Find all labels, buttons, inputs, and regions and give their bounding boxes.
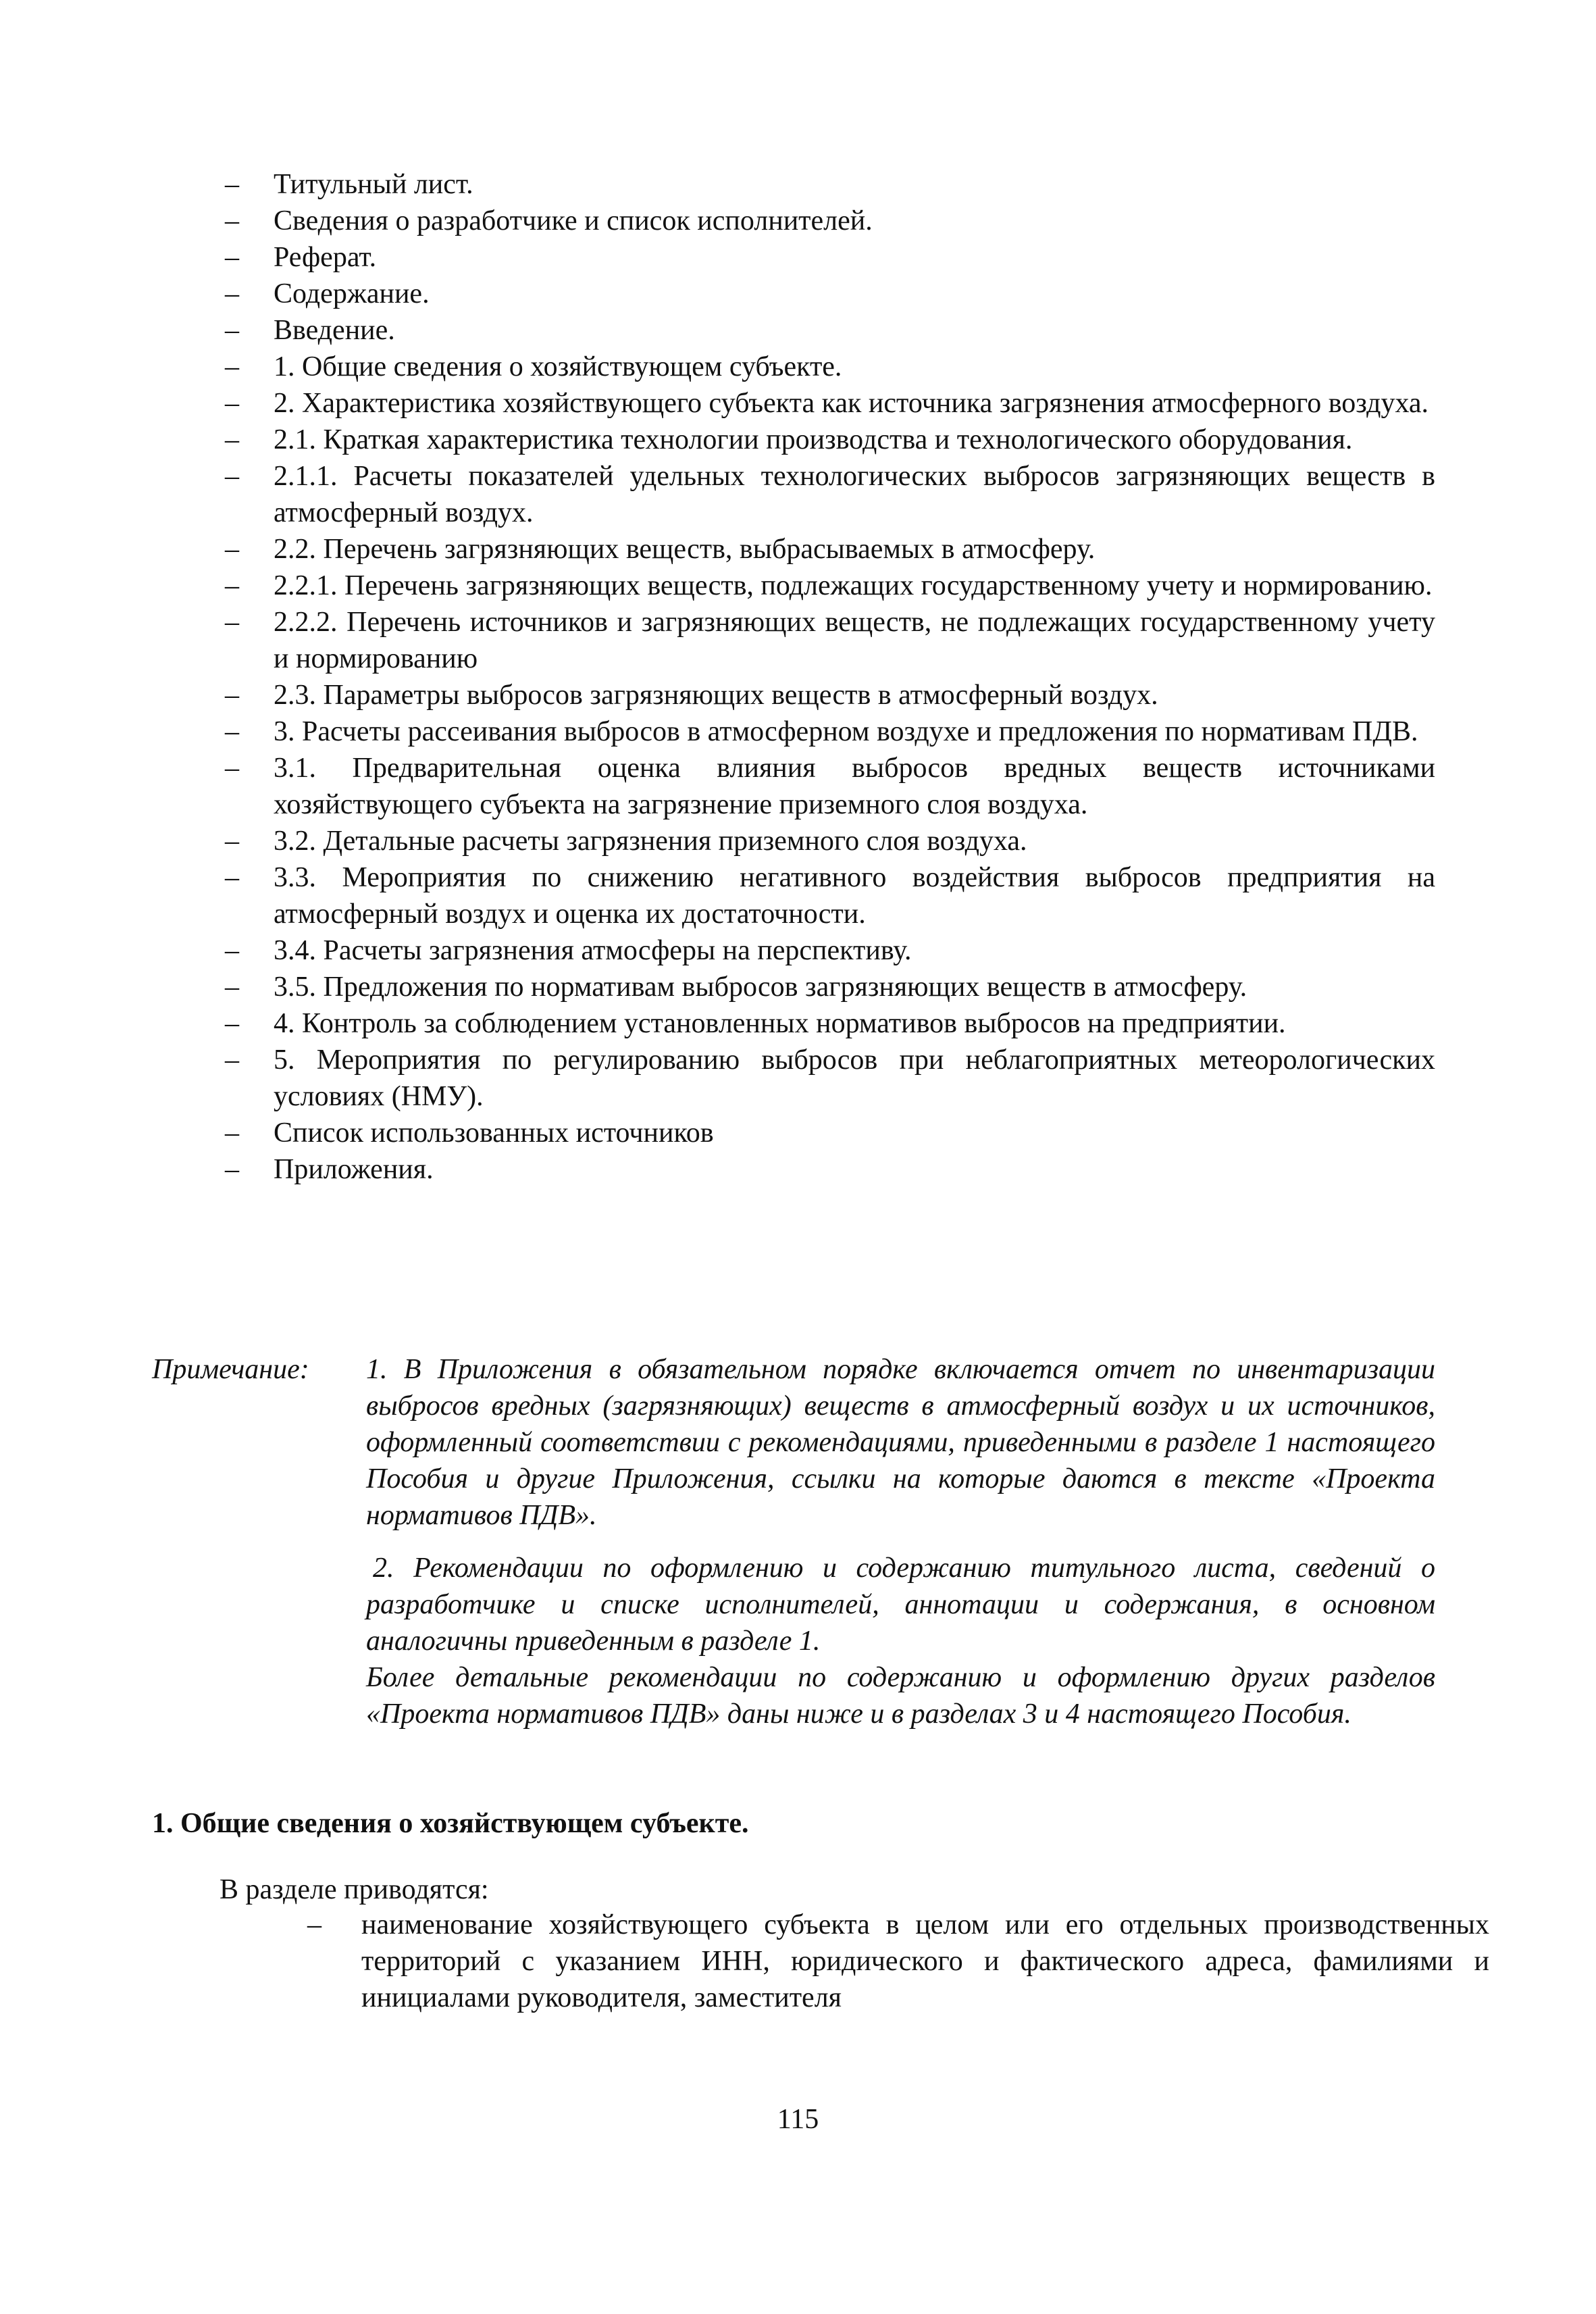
contents-item	[220, 568, 1435, 604]
contents-item	[220, 203, 1435, 239]
contents-item	[220, 458, 1435, 531]
contents-item-text: 3. Расчеты рассеивания выбросов в атмосферном воздухе и предложения по нормативам ПДВ.	[274, 716, 1418, 747]
list-dash: –	[225, 461, 239, 492]
list-dash: –	[225, 242, 239, 273]
list-dash: –	[225, 607, 239, 638]
list-dash: –	[225, 278, 239, 309]
contents-item	[220, 239, 1435, 276]
note-paragraph-3: Более детальные рекомендации по содержанию и оформлению других разделов «Проекта нормативов ПДВ» даны ниже и в разделах 3 и 4 настоящего Пособия.	[366, 1662, 1435, 1730]
list-dash: –	[225, 716, 239, 747]
list-dash: –	[225, 351, 239, 382]
contents-item-text: Титульный лист.	[274, 169, 473, 200]
contents-item-text: 3.2. Детальные расчеты загрязнения приземного слоя воздуха.	[274, 826, 1027, 857]
contents-item-text: Приложения.	[274, 1154, 434, 1185]
contents-item-text: 2. Характеристика хозяйствующего субъекта как источника загрязнения атмосферного воздуха.	[274, 388, 1429, 419]
list-dash: –	[225, 169, 239, 200]
contents-item-text: 2.1. Краткая характеристика технологии производства и технологического оборудования.	[274, 424, 1353, 455]
list-dash: –	[225, 680, 239, 711]
note-paragraph-2: 2. Рекомендации по оформлению и содержанию титульного листа, сведений о разработчике и списке исполнителей, аннотации и содержания, в основном аналогичны приведенным в разделе 1.	[366, 1553, 1435, 1657]
contents-item-text: Реферат.	[274, 242, 377, 273]
contents-item-text: Содержание.	[274, 278, 430, 309]
contents-item	[220, 276, 1435, 312]
section-heading: 1. Общие сведения о хозяйствующем субъекте.	[152, 1808, 749, 1839]
note-label: Примечание:	[152, 1354, 309, 1385]
contents-item-text: 2.2. Перечень загрязняющих веществ, выбрасываемых в атмосферу.	[274, 534, 1096, 565]
list-dash: –	[225, 1008, 239, 1039]
contents-item-text: 3.4. Расчеты загрязнения атмосферы на перспективу.	[274, 935, 912, 966]
contents-item-text: 3.1. Предварительная оценка влияния выбросов вредных веществ источниками хозяйствующего субъекта на загрязнение приземного слоя воздуха.	[274, 753, 1435, 820]
contents-item	[220, 531, 1435, 568]
contents-item	[220, 969, 1435, 1005]
contents-item	[220, 713, 1435, 750]
contents-item-text: 5. Мероприятия по регулированию выбросов при неблагоприятных метеорологических условиях (НМУ).	[274, 1045, 1435, 1112]
contents-item	[220, 1042, 1435, 1115]
contents-item	[220, 422, 1435, 458]
contents-item-text: 2.2.2. Перечень источников и загрязняющих веществ, не подлежащих государственному учету и нормированию	[274, 607, 1435, 674]
page-number: 115	[777, 2104, 819, 2135]
contents-list	[220, 166, 1435, 1188]
contents-item-text: Сведения о разработчике и список исполнителей.	[274, 205, 873, 236]
contents-item	[220, 1151, 1435, 1188]
list-dash: –	[225, 424, 239, 455]
bullet-text: наименование хозяйствующего субъекта в целом или его отдельных производственных территорий с указанием ИНН, юридического и фактического адреса, фамилиями и инициалами руководителя, заместителя	[361, 1909, 1489, 2013]
list-dash: –	[225, 1154, 239, 1185]
list-dash: –	[225, 1045, 239, 1076]
contents-item	[220, 349, 1435, 385]
contents-item-text: 2.1.1. Расчеты показателей удельных технологических выбросов загрязняющих веществ в атмосферный воздух.	[274, 461, 1435, 528]
contents-item	[220, 166, 1435, 203]
contents-item-text: 2.2.1. Перечень загрязняющих веществ, подлежащих государственному учету и нормированию.	[274, 570, 1433, 601]
section-bullet-item	[307, 1907, 1489, 2016]
contents-item	[220, 823, 1435, 859]
list-dash: –	[225, 388, 239, 419]
list-dash: –	[225, 570, 239, 601]
list-dash: –	[225, 826, 239, 857]
contents-item	[220, 1005, 1435, 1042]
list-dash: –	[225, 1117, 239, 1149]
contents-item-text: 1. Общие сведения о хозяйствующем субъекте.	[274, 351, 842, 382]
list-dash: –	[225, 534, 239, 565]
list-dash: –	[225, 753, 239, 784]
contents-item-text: 3.3. Мероприятия по снижению негативного воздействия выбросов предприятия на атмосферный воздух и оценка их достаточности.	[274, 862, 1435, 930]
contents-item	[220, 932, 1435, 969]
contents-item-text: Список использованных источников	[274, 1117, 714, 1149]
contents-item	[220, 385, 1435, 422]
list-dash: –	[225, 862, 239, 893]
contents-item	[220, 750, 1435, 823]
list-dash: –	[225, 315, 239, 346]
bullet-dash: –	[307, 1909, 321, 1940]
list-dash: –	[225, 972, 239, 1003]
list-dash: –	[225, 205, 239, 236]
contents-item	[220, 859, 1435, 932]
list-dash: –	[225, 935, 239, 966]
contents-item	[220, 604, 1435, 677]
section-intro: В разделе приводятся:	[220, 1874, 489, 1905]
contents-item-text: 4. Контроль за соблюдением установленных нормативов выбросов на предприятии.	[274, 1008, 1286, 1039]
contents-item-text: 3.5. Предложения по нормативам выбросов загрязняющих веществ в атмосферу.	[274, 972, 1247, 1003]
contents-item	[220, 312, 1435, 349]
contents-item	[220, 677, 1435, 713]
contents-item-text: Введение.	[274, 315, 395, 346]
note-block	[152, 1351, 1435, 1749]
contents-item	[220, 1115, 1435, 1151]
note-paragraph-1: 1. В Приложения в обязательном порядке включается отчет по инвентаризации выбросов вредных (загрязняющих) веществ в атмосферный воздух и их источников, оформленный соответствии с рекомендациями, приведенными в разделе 1 настоящего Пособия и другие Приложения, ссылки на которые даются в тексте «Проекта нормативов ПДВ».	[366, 1354, 1435, 1531]
contents-item-text: 2.3. Параметры выбросов загрязняющих веществ в атмосферный воздух.	[274, 680, 1158, 711]
note-body	[366, 1351, 1435, 1732]
